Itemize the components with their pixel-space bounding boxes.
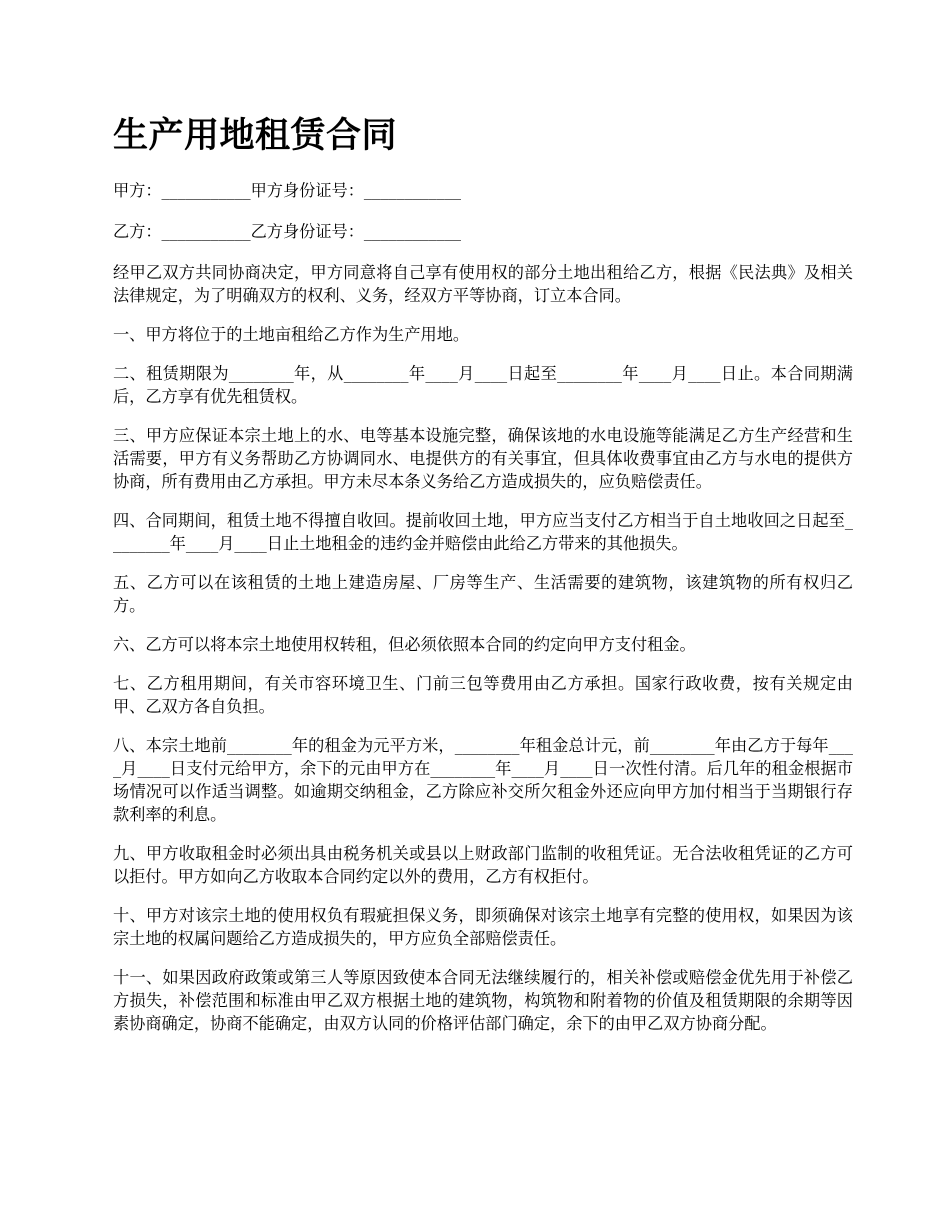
preamble-paragraph: 经甲乙双方共同协商决定，甲方同意将自己享有使用权的部分土地出租给乙方，根据《民法典》及相关法律规定，为了明确双方的权利、义务，经双方平等协商，订立本合同。 xyxy=(113,263,853,305)
clause-7: 七、乙方租用期间，有关市容环境卫生、门前三包等费用由乙方承担。国家行政收费，按有关规定由甲、乙双方各自负担。 xyxy=(113,674,853,716)
clause-5: 五、乙方可以在该租赁的土地上建造房屋、厂房等生产、生活需要的建筑物，该建筑物的所有权归乙方。 xyxy=(113,573,853,615)
party-a-line: 甲方：___________甲方身份证号：____________ xyxy=(113,181,462,200)
clause-2: 二、租赁期限为________年，从________年____月____日起至________年____月____日止。本合同期满后，乙方享有优先租赁权。 xyxy=(113,364,853,406)
clause-11: 十一、如果因政府政策或第三人等原因致使本合同无法继续履行的，相关补偿或赔偿金优先用于补偿乙方损失，补偿范围和标准由甲乙双方根据土地的建筑物，构筑物和附着物的价值及租赁期限的余期等因素协商确定，协商不能确定，由双方认同的价格评估部门确定，余下的由甲乙双方协商分配。 xyxy=(113,968,853,1033)
contract-document xyxy=(113,112,853,1051)
party-b-line: 乙方：___________乙方身份证号：____________ xyxy=(113,222,462,241)
clause-8: 八、本宗土地前________年的租金为元平方米，________年租金总计元，前________年由乙方于每年____月____日支付元给甲方，余下的元由甲方在________年____月____日一次性付清。后几年的租金根据市场情况可以作适当调整。如逾期交纳租金，乙方除应补交所欠租金外还应向甲方加付相当于当期银行存款利率的利息。 xyxy=(113,736,853,824)
clause-10: 十、甲方对该宗土地的使用权负有瑕疵担保义务，即须确保对该宗土地享有完整的使用权，如果因为该宗土地的权属问题给乙方造成损失的，甲方应负全部赔偿责任。 xyxy=(113,906,853,948)
clause-1: 一、甲方将位于的土地亩租给乙方作为生产用地。 xyxy=(113,325,470,344)
clause-6: 六、乙方可以将本宗土地使用权转租，但必须依照本合同的约定向甲方支付租金。 xyxy=(113,635,696,654)
document-title: 生产用地租赁合同 xyxy=(113,116,398,156)
clause-9: 九、甲方收取租金时必须出具由税务机关或县以上财政部门监制的收租凭证。无合法收租凭证的乙方可以拒付。甲方如向乙方收取本合同约定以外的费用，乙方有权拒付。 xyxy=(113,844,853,886)
clause-4: 四、合同期间，租赁土地不得擅自收回。提前收回土地，甲方应当支付乙方相当于自土地收回之日起至________年____月____日止土地租金的违约金并赔偿由此给乙方带来的其他损失。 xyxy=(113,511,853,553)
clause-3: 三、甲方应保证本宗土地上的水、电等基本设施完整，确保该地的水电设施等能满足乙方生产经营和生活需要，甲方有义务帮助乙方协调同水、电提供方的有关事宜，但具体收费事宜由乙方与水电的提供方协商，所有费用由乙方承担。甲方未尽本条义务给乙方造成损失的，应负赔偿责任。 xyxy=(113,426,853,491)
